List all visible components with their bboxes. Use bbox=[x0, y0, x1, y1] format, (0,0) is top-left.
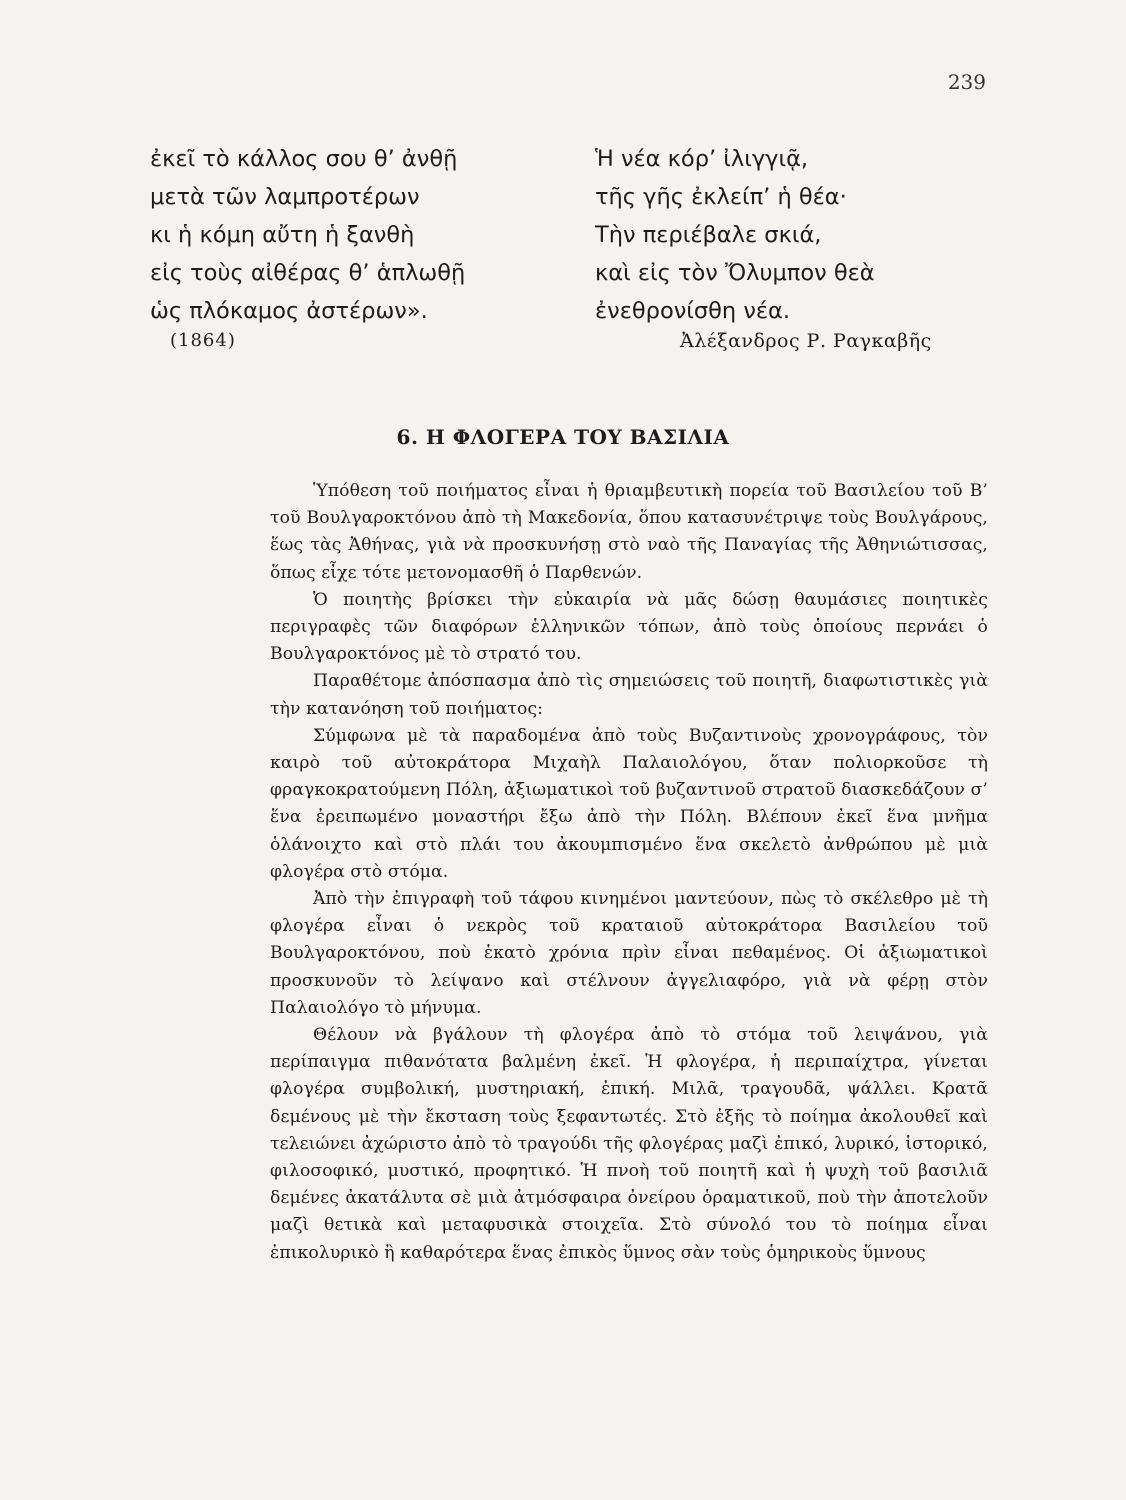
paragraph: Παραθέτομε ἀπόσπασμα ἀπὸ τὶς σημειώσεις τοῦ ποιητῆ, διαφωτιστικὲς γιὰ τὴν κατανόηση τοῦ ποιήματος: bbox=[270, 671, 988, 719]
poem-line: εἰς τοὺς αἰθέρας θ’ ἁπλωθῇ bbox=[150, 260, 466, 286]
poem-author: Ἀλέξανδρος Ρ. Ραγκαβῆς bbox=[680, 330, 932, 352]
poem-line: κι ἡ κόμη αὔτη ἡ ξανθὴ bbox=[150, 222, 415, 248]
poem-line: καὶ εἰς τὸν Ὄλυμπον θεὰ bbox=[595, 260, 875, 286]
poem-line: Ἡ νέα κόρ’ ἰλιγγιᾷ, bbox=[595, 146, 809, 172]
paragraph: Σύμφωνα μὲ τὰ παραδομένα ἀπὸ τοὺς Βυζαντινοὺς χρονογράφους, τὸν καιρὸ τοῦ αὐτοκράτορα Μιχαὴλ Παλαιολόγου, ὅταν πολιορκοῦσε τὴ φραγκοκρατούμενη Πόλη, ἀξιωματικοὶ τοῦ βυζαντινοῦ στρατοῦ διασκεδάζουν σ’ ἕνα ἐρειπωμένο μοναστήρι ἔξω ἀπὸ τὴν Πόλη. Βλέπουν ἐκεῖ ἕνα μνῆμα ὁλάνοιχτο καὶ στὸ πλάι του ἀκουμπισμένο ἕνα σκελετὸ ἀνθρώπου μὲ μιὰ φλογέρα στὸ στόμα. bbox=[270, 725, 988, 882]
poem-line: μετὰ τῶν λαμπροτέρων bbox=[150, 184, 420, 210]
poem-left-column bbox=[150, 140, 465, 330]
poem-line: τῆς γῆς ἐκλείπ’ ἡ θέα· bbox=[595, 184, 847, 210]
poem-line: ἐνεθρονίσθη νέα. bbox=[595, 298, 791, 324]
poem-right-column bbox=[595, 140, 875, 330]
paragraph: Ἀπὸ τὴν ἐπιγραφὴ τοῦ τάφου κινημένοι μαντεύουν, πὼς τὸ σκέλεθρο μὲ τὴ φλογέρα εἶναι ὁ νεκρὸς τοῦ κραταιοῦ αὐτοκράτορα Βασιλείου τοῦ Βουλγαροκτόνου, ποὺ ἑκατὸ χρόνια πρὶν εἶναι πεθαμένος. Οἱ ἀξιωματικοὶ προσκυνοῦν τὸ λείψανο καὶ στέλνουν ἀγγελιαφόρο, γιὰ νὰ φέρῃ στὸν Παλαιολόγο τὸ μήνυμα. bbox=[270, 889, 988, 1018]
poem-line: Τὴν περιέβαλε σκιά, bbox=[595, 222, 822, 248]
paragraph: Ὁ ποιητὴς βρίσκει τὴν εὐκαιρία νὰ μᾶς δώσῃ θαυμάσιες ποιητικὲς περιγραφὲς τῶν διαφόρων ἑλληνικῶν τόπων, ἀπὸ τοὺς ὁποίους περνάει ὁ Βουλγαροκτόνος μὲ τὸ στρατό του. bbox=[270, 589, 988, 665]
paragraph: Θέλουν νὰ βγάλουν τὴ φλογέρα ἀπὸ τὸ στόμα τοῦ λειψάνου, γιὰ περίπαιγμα πιθανότατα βαλμένη ἐκεῖ. Ἡ φλογέρα, ἡ περιπαίχτρα, γίνεται φλογέρα συμβολική, μυστηριακή, ἐπική. Μιλᾶ, τραγουδᾶ, ψάλλει. Κρατᾶ δεμένους μὲ τὴν ἔκσταση τοὺς ξεφαντωτές. Στὸ ἑξῆς τὸ ποίημα ἀκολουθεῖ καὶ τελειώνει ἀχώριστο ἀπὸ τὸ τραγούδι τῆς φλογέρας μαζὶ ἐπικό, λυρικό, ἱστορικό, φιλοσοφικό, μυστικό, προφητικό. Ἡ πνοὴ τοῦ ποιητῆ καὶ ἡ ψυχὴ τοῦ βασιλιᾶ δεμένες ἀκατάλυτα σὲ μιὰ ἀτμόσφαιρα ὀνείρου ὁραματικοῦ, ποὺ τὴν ἀποτελοῦν μαζὶ θετικὰ καὶ μεταφυσικὰ στοιχεῖα. Στὸ σύνολό του τὸ ποίημα εἶναι ἐπικολυρικὸ ἢ καθαρότερα ἕνας ἐπικὸς ὕμνος σὰν τοὺς ὁμηρικοὺς ὕμνους bbox=[270, 1025, 988, 1263]
poem-year: (1864) bbox=[170, 330, 236, 351]
poem-line: ὡς πλόκαμος ἀστέρων». bbox=[150, 298, 428, 324]
section-body bbox=[270, 478, 988, 1267]
section-title: 6. Η ΦΛΟΓΕΡΑ ΤΟΥ ΒΑΣΙΛΙΑ bbox=[396, 425, 730, 449]
page-number: 239 bbox=[947, 70, 986, 94]
paragraph: Ὑπόθεση τοῦ ποιήματος εἶναι ἡ θριαμβευτικὴ πορεία τοῦ Βασιλείου τοῦ Β’ τοῦ Βουλγαροκτόνου ἀπὸ τὴ Μακεδονία, ὅπου κατασυνέτριψε τοὺς Βουλγάρους, ἕως τὰς Ἀθήνας, γιὰ νὰ προσκυνήσῃ στὸ ναὸ τῆς Παναγίας τῆς Ἀθηνιώτισσας, ὅπως εἶχε τότε μετονομασθῆ ὁ Παρθενών. bbox=[270, 481, 988, 583]
poem-line: ἐκεῖ τὸ κάλλος σου θ’ ἀνθῇ bbox=[150, 146, 458, 172]
